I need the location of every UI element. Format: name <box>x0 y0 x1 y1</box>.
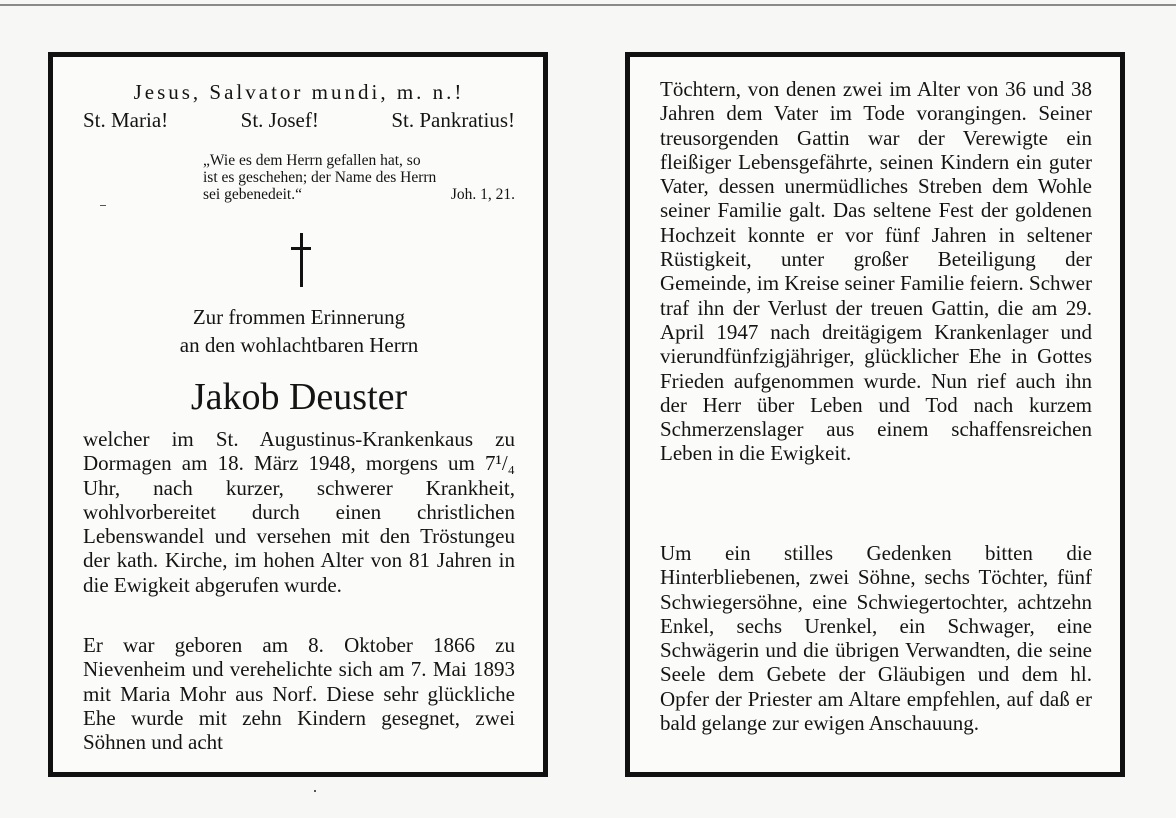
right-card <box>625 52 1125 777</box>
saint-pankratius: St. Pankratius! <box>391 108 515 132</box>
bible-quote <box>203 152 515 203</box>
deceased-name: Jakob Deuster <box>190 376 408 418</box>
quote-line-1: „Wie es dem Herrn gefallen hat, so <box>203 152 421 169</box>
saint-maria: St. Maria! <box>83 108 169 132</box>
saints-line <box>83 107 515 133</box>
memory-line-1: Zur frommen Erinnerung <box>192 305 406 329</box>
scan-speck <box>100 205 106 206</box>
memory-heading <box>83 303 515 359</box>
birth-marriage-paragraph: Er war geboren am 8. Oktober 1866 zu Nievenheim und verehelichte sich am 7. Mai 1893 mit Maria Mohr aus Norf. Diese sehr glückliche Ehe wurde mit zehn Kindern gesegnet, zwei Söhnen und acht <box>83 633 515 755</box>
cross-icon <box>291 233 311 287</box>
mourners-paragraph: Um ein stilles Gedenken bitten die Hinterbliebenen, zwei Söhne, sechs Töchter, fünf Schwiegersöhne, eine Schwiegertochter, achtzehn Enkel, sechs Urenkel, ein Schwager, eine Schwägerin und die übrigen Verwandten, die seine Seele dem Gebete der Gläubigen und dem hl. Opfer der Priester am Altare empfehlen, auf daß er bald gelange zur ewigen Anschauung. <box>660 541 1092 736</box>
quote-reference: Joh. 1, 21. <box>450 186 515 203</box>
saint-josef: St. Josef! <box>240 108 319 132</box>
death-paragraph: welcher im St. Augustinus-Krankenkaus zu Dormagen am 18. März 1948, morgens um 7¹/₄ Uhr, nach kurzer, schwerer Krankheit, wohlvorbereitet durch einen christlichen Lebenswandel und versehen mit den Tröstungeu der kath. Kirche, im hohen Alter von 81 Jahren in die Ewigkeit abgerufen wurde. <box>83 427 515 597</box>
top-edge-rule <box>0 4 1176 6</box>
life-paragraph: Töchtern, von denen zwei im Alter von 36 und 38 Jahren dem Vater im Tode vorangingen. Seiner treusorgenden Gattin war der Verewigte ein fleißiger Lebensgefährte, seinen Kindern ein guter Vater, dessen unermüdliches Streben dem Wohle seiner Familie galt. Das seltene Fest der goldenen Hochzeit konnte er vor fünf Jahren in seltener Rüstigkeit, unter großer Beteiligung der Gemeinde, im Kreise seiner Familie feiern. Schwer traf ihn der Verlust der treuen Gattin, die am 29. April 1947 nach dreitägigem Krankenlager und vierundfünfzigjähriger, glücklicher Ehe in Gottes Frieden aufgenommen wurde. Nun rief auch ihn der Herr über Leben und Tod nach kurzem Schmerzenslager aus einem schaffensreichen Leben in die Ewigkeit. <box>660 77 1092 466</box>
quote-line-3 <box>203 186 515 203</box>
left-card <box>48 52 548 777</box>
scan-speck <box>314 790 316 792</box>
quote-line-2: ist es geschehen; der Name des Herrn <box>203 169 437 186</box>
cross-horizontal-bar <box>291 247 311 250</box>
invocation-text: Jesus, Salvator mundi, m. n.! <box>133 80 465 104</box>
quote-line-3-text: sei gebenedeit.“ <box>203 186 302 203</box>
cross-vertical-bar <box>300 233 303 287</box>
memory-line-2: an den wohlachtbaren Herrn <box>179 333 419 357</box>
